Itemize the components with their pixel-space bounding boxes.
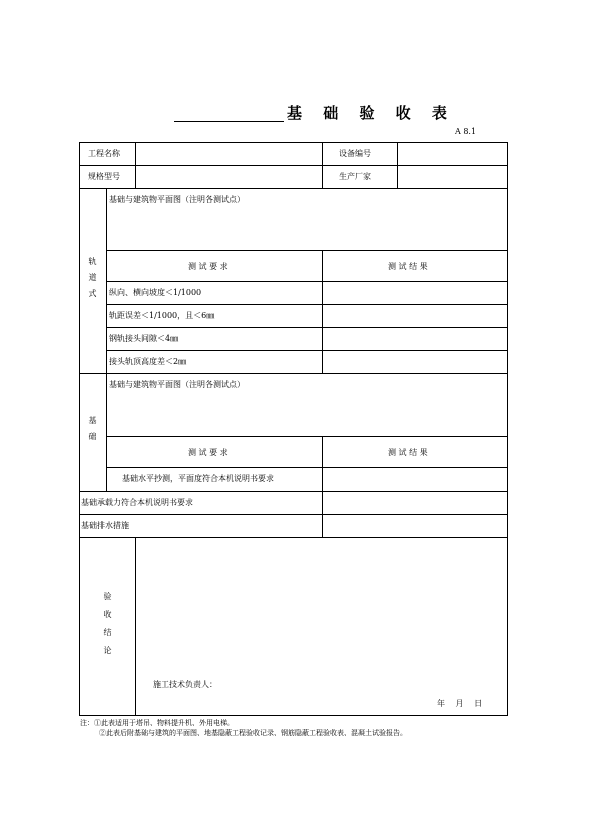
footnotes	[80, 718, 407, 738]
spec-model-label: 规格型号	[88, 172, 120, 181]
track-plan-label: 基础与建筑物平面图（注明各测试点）	[109, 195, 245, 204]
table-border-left	[79, 142, 80, 715]
row-line	[106, 250, 507, 251]
conclusion-side-label: 验收结论	[103, 592, 112, 664]
row-line	[79, 165, 508, 166]
equipment-no-label: 设备编号	[339, 149, 371, 158]
row-line	[106, 281, 507, 282]
note-line-1: 注：①此表适用于塔吊、物料提升机、外用电梯。	[80, 719, 234, 727]
col-line	[322, 250, 323, 373]
col-line	[322, 142, 323, 188]
foundation-req-header: 测 试 要 求	[188, 448, 228, 457]
form-code: A 8.1	[455, 127, 477, 136]
row-line	[106, 436, 507, 437]
row-line	[106, 327, 507, 328]
table-border-top	[79, 142, 508, 143]
drainage-label: 基础排水措施	[81, 521, 129, 530]
date-label: 年 月 日	[437, 699, 483, 708]
row-line	[79, 537, 508, 538]
manufacturer-label: 生产厂家	[339, 172, 371, 181]
row-line	[79, 514, 508, 515]
col-line	[135, 142, 136, 188]
form-title: 基 础 验 收 表	[287, 104, 455, 122]
col-line	[106, 188, 107, 491]
signer-label: 施工技术负责人：	[153, 680, 217, 689]
row-line	[106, 467, 507, 468]
foundation-plan-label: 基础与建筑物平面图（注明各测试点）	[109, 380, 245, 389]
track-req-header: 测 试 要 求	[188, 262, 228, 271]
track-side-label: 轨道式	[88, 257, 97, 305]
row-line	[79, 188, 508, 189]
track-item: 接头轨顶高度差＜2㎜	[109, 357, 187, 366]
track-result-header: 测 试 结 果	[388, 262, 428, 271]
track-item: 钢轨接头间隙＜4㎜	[109, 334, 179, 343]
col-line	[322, 436, 323, 537]
foundation-result-header: 测 试 结 果	[388, 448, 428, 457]
table-border-right	[507, 142, 508, 715]
col-line	[135, 537, 136, 715]
foundation-side-label: 基础	[88, 416, 97, 448]
foundation-item: 基础水平抄测，平面度符合本机说明书要求	[122, 474, 274, 483]
row-line	[106, 350, 507, 351]
track-item: 纵向、横向坡度＜1/1000	[109, 288, 202, 297]
col-line	[397, 142, 398, 188]
row-line	[106, 304, 507, 305]
table-border-bottom	[79, 715, 508, 716]
row-line	[79, 373, 508, 374]
project-name-label: 工程名称	[88, 149, 120, 158]
track-item: 轨距误差＜1/1000，且＜6㎜	[109, 311, 215, 320]
title-underline	[174, 121, 284, 122]
row-line	[79, 491, 508, 492]
note-line-2: ②此表后附基础与建筑的平面图、地基隐蔽工程验收记录、钢筋隐蔽工程验收表、混凝土试验报告。	[99, 729, 407, 737]
bearing-capacity-label: 基础承载力符合本机说明书要求	[81, 498, 193, 507]
